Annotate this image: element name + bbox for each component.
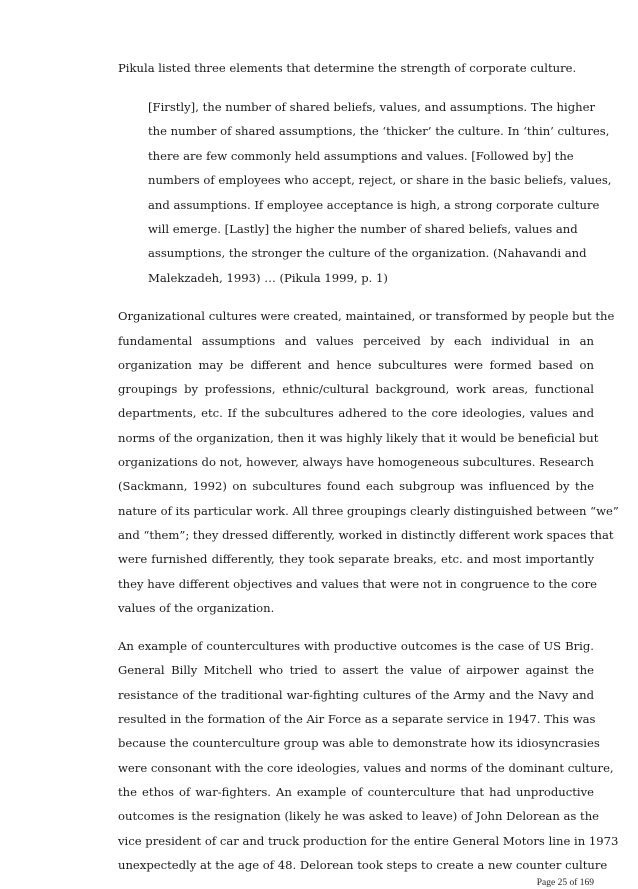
quote-line: there are few commonly held assumptions and values. [Followed by] the — [148, 148, 574, 163]
quote-line: will emerge. [Lastly] the higher the number of shared beliefs, values and — [148, 222, 578, 236]
paragraph-line: were consonant with the core ideologies, values and norms of the dominant culture, — [118, 760, 614, 775]
paragraph-line: the ethos of war-fighters. An example of counterculture that had unproductive — [118, 784, 594, 799]
paragraph-line: fundamental assumptions and values perceived by each individual in an — [118, 333, 594, 348]
paragraph-line: values of the organization. — [118, 600, 275, 615]
paragraph-line: because the counterculture group was able to demonstrate how its idiosyncrasies — [118, 736, 600, 751]
paragraph-line: Organizational cultures were created, maintained, or transformed by people but the — [118, 309, 615, 324]
quote-line: and assumptions. If employee acceptance is high, a strong corporate culture — [148, 197, 600, 212]
paragraph-line: unexpectedly at the age of 48. Delorean took steps to create a new counter culture — [118, 857, 608, 872]
paragraph-line: groupings by professions, ethnic/cultural background, work areas, functional — [118, 382, 594, 397]
paragraph-line: norms of the organization, then it was highly likely that it would be beneficial but — [118, 430, 599, 445]
paragraph-line: nature of its particular work. All three groupings clearly distinguished between “we” — [118, 503, 619, 518]
paragraph-line: were furnished differently, they took separate breaks, etc. and most importantly — [118, 552, 594, 567]
intro-line: Pikula listed three elements that determine the strength of corporate culture. — [118, 61, 577, 75]
paragraph-line: they have different objectives and values that were not in congruence to the core — [118, 576, 598, 591]
paragraph-line: General Billy Mitchell who tried to assert the value of airpower against the — [118, 663, 594, 678]
page-number: Page 25 of 169 — [536, 878, 594, 889]
quote-line: [Firstly], the number of shared beliefs, values, and assumptions. The higher — [148, 100, 595, 114]
paragraph-line: vice president of car and truck production for the entire General Motors line in 1973 — [118, 833, 619, 848]
paragraph-line: An example of countercultures with productive outcomes is the case of US Brig. — [118, 639, 594, 654]
paragraph-line: organizations do not, however, always have homogeneous subcultures. Research — [118, 455, 594, 469]
paragraph-line: resistance of the traditional war-fighting cultures of the Army and the Navy and — [118, 687, 594, 702]
paragraph-line: outcomes is the resignation (likely he was asked to leave) of John Delorean as the — [118, 809, 600, 824]
quote-line: Malekzadeh, 1993) … (Pikula 1999, p. 1) — [148, 270, 388, 285]
paragraph-line: organization may be different and hence subcultures were formed based on — [118, 357, 594, 372]
paragraph-line: and “them”; they dressed differently, worked in distinctly different work spaces that — [118, 527, 614, 542]
paragraph-line: (Sackmann, 1992) on subcultures found each subgroup was influenced by the — [118, 479, 594, 494]
quote-line: numbers of employees who accept, reject, or share in the basic beliefs, values, — [148, 173, 612, 188]
paragraph-line: resulted in the formation of the Air Force as a separate service in 1947. This was — [118, 712, 596, 726]
quote-line: assumptions, the stronger the culture of the organization. (Nahavandi and — [148, 246, 587, 261]
quote-line: the number of shared assumptions, the ‘thicker’ the culture. In ‘thin’ cultures, — [148, 124, 610, 139]
paragraph-line: departments, etc. If the subcultures adhered to the core ideologies, values and — [118, 406, 594, 421]
